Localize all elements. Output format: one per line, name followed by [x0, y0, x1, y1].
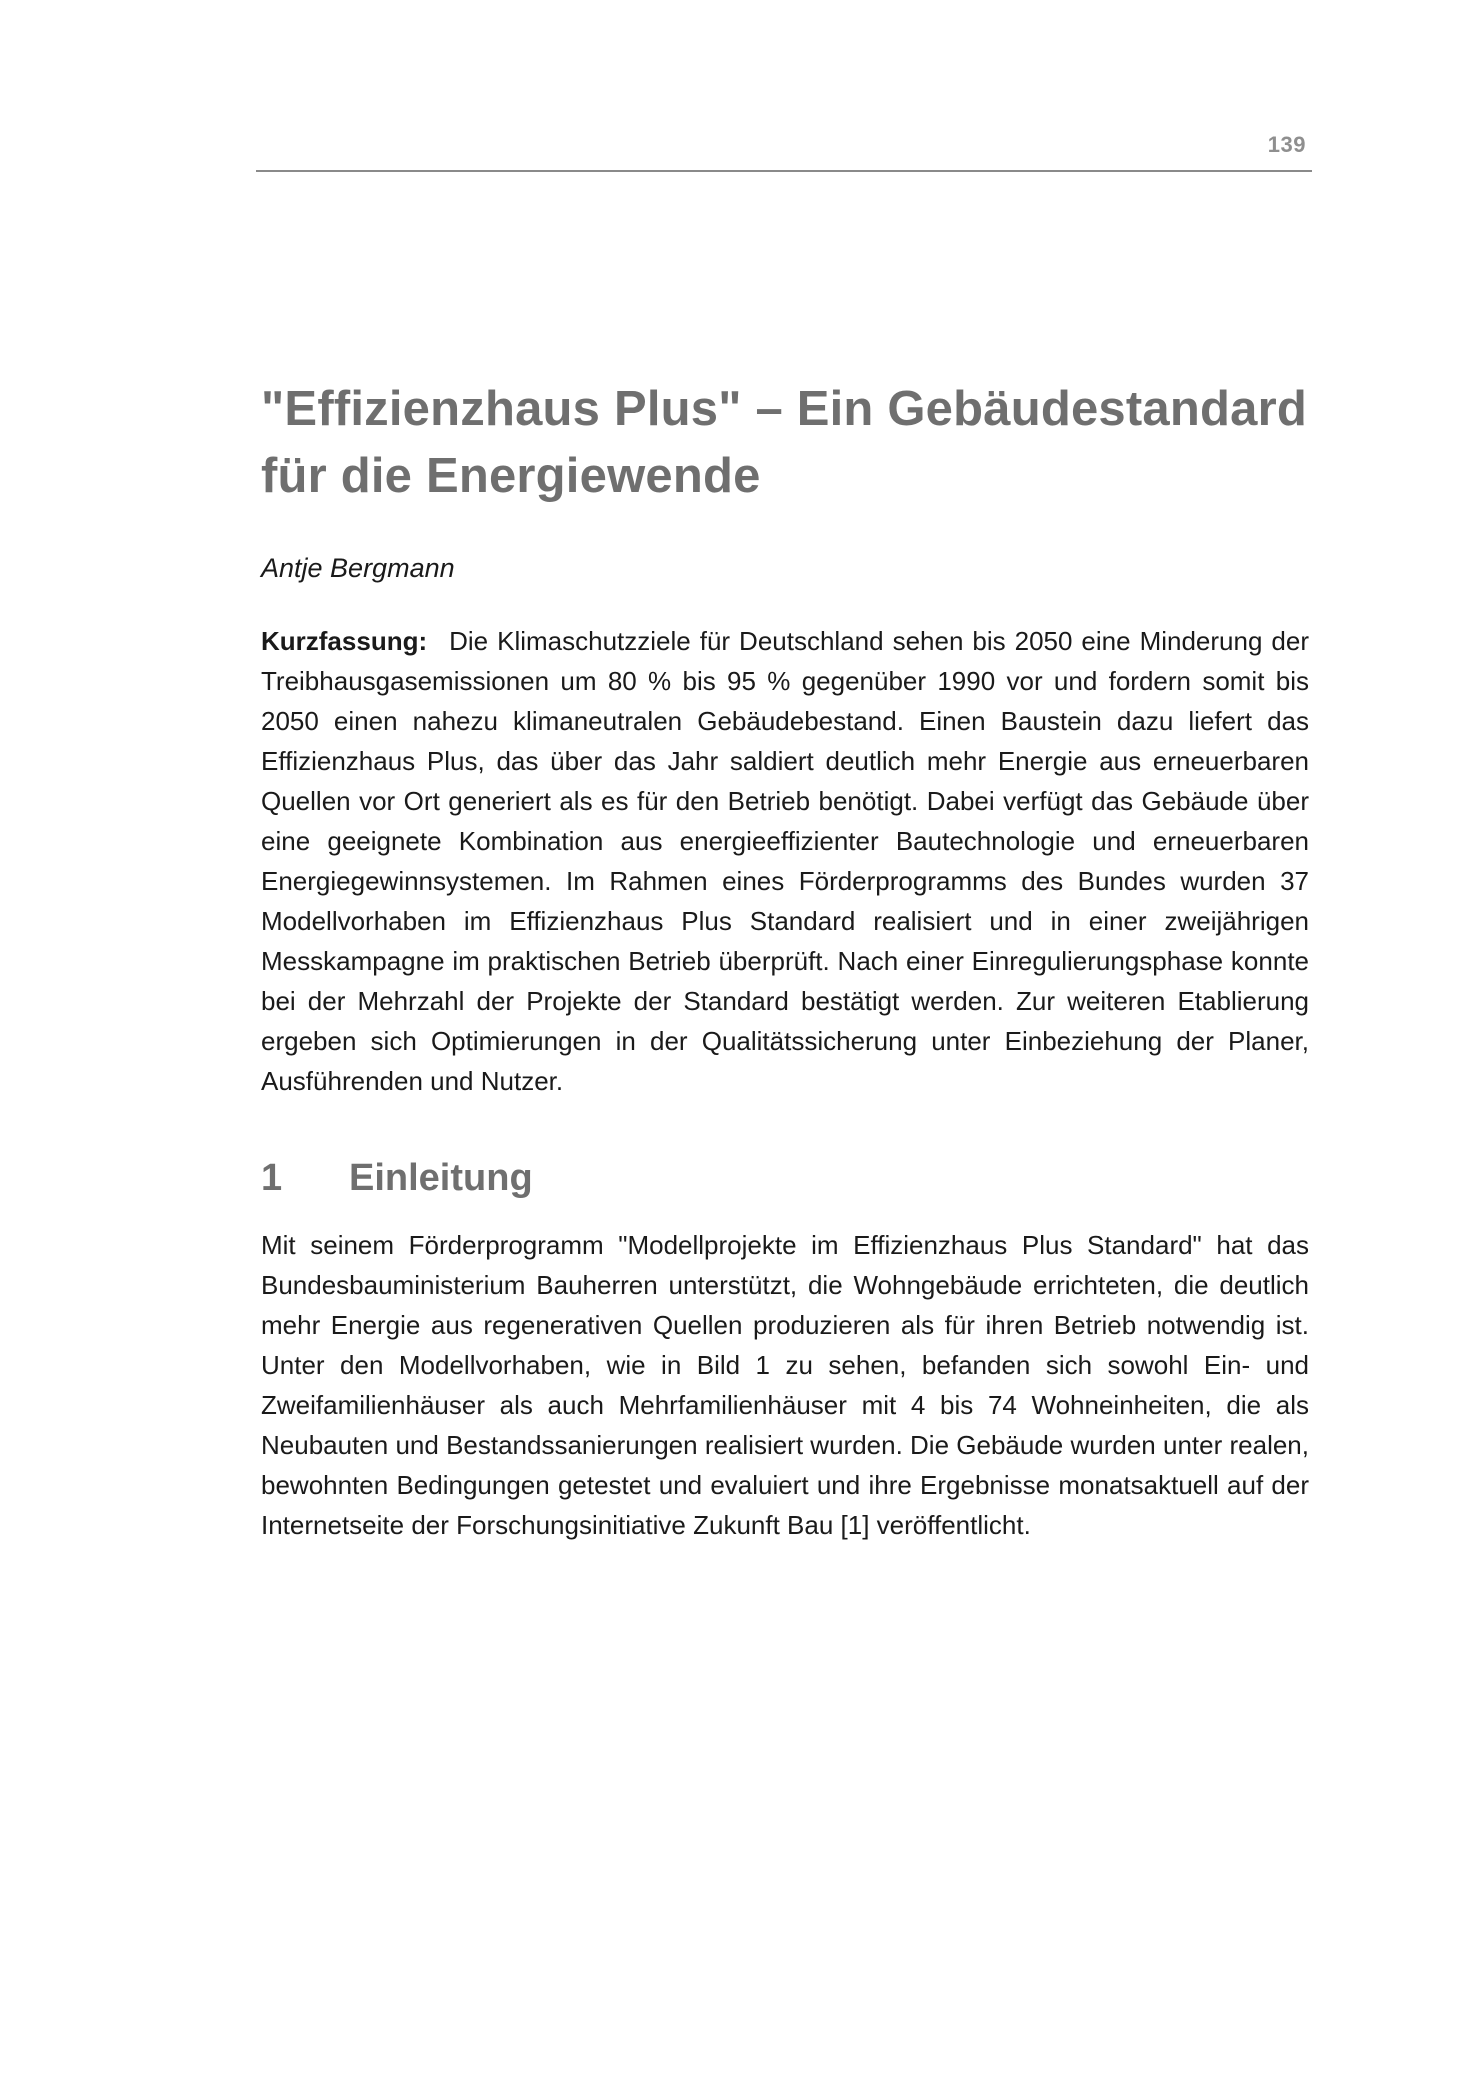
article [261, 376, 1309, 1545]
abstract-text: Die Klimaschutzziele für Deutschland sehen bis 2050 eine Minderung der Treibhausgasemissionen um 80 % bis 95 % gegenüber 1990 vor und fordern somit bis 2050 einen nahezu klimaneutralen Gebäudebestand. Einen Baustein dazu liefert das Effizienzhaus Plus, das über das Jahr saldiert deutlich mehr Energie aus erneuerbaren Quellen vor Ort generiert als es für den Betrieb benötigt. Dabei verfügt das Gebäude über eine geeignete Kombination aus energieeffizienter Bautechnologie und erneuerbaren Energiegewinnsystemen. Im Rahmen eines Förderprogramms des Bundes wurden 37 Modellvorhaben im Effizienzhaus Plus Standard realisiert und in einer zweijährigen Messkampagne im praktischen Betrieb überprüft. Nach einer Einregulierungsphase konnte bei der Mehrzahl der Projekte der Standard bestätigt werden. Zur weiteren Etablierung ergeben sich Optimierungen in der Qualitätssicherung unter Einbeziehung der Planer, Ausführenden und Nutzer. [261, 626, 1309, 1096]
abstract [261, 621, 1309, 1101]
section-heading [261, 1153, 1309, 1203]
abstract-label: Kurzfassung: [261, 626, 428, 656]
section-number: 1 [261, 1157, 283, 1199]
page-header [256, 128, 1312, 172]
page-number: 139 [1267, 132, 1306, 157]
article-author: Antje Bergmann [261, 553, 455, 583]
section-title: Einleitung [349, 1157, 533, 1199]
section-paragraph: Mit seinem Förderprogramm "Modellprojekte im Effizienzhaus Plus Standard" hat das Bundesbauministerium Bauherren unterstützt, die Wohngebäude errichteten, die deutlich mehr Energie aus regenerativen Quellen produzieren als für ihren Betrieb notwendig ist. Unter den Modellvorhaben, wie in Bild 1 zu sehen, befanden sich sowohl Ein- und Zweifamilienhäuser als auch Mehrfamilienhäuser mit 4 bis 74 Wohneinheiten, die als Neubauten und Bestandssanierungen realisiert wurden. Die Gebäude wurden unter realen, bewohnten Bedingungen getestet und evaluiert und ihre Ergebnisse monatsaktuell auf der Internetseite der Forschungsinitiative Zukunft Bau [1] veröffentlicht. [261, 1230, 1309, 1540]
article-title: "Effizienzhaus Plus" – Ein Gebäudestandard für die Energiewende [261, 382, 1307, 503]
